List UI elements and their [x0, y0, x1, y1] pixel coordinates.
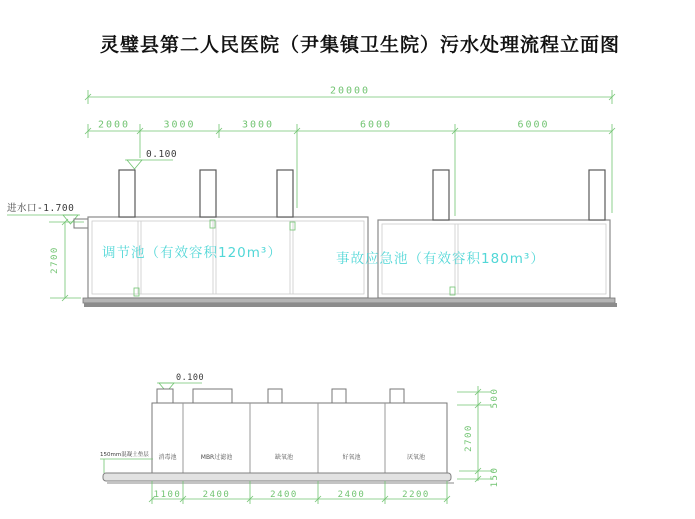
upper-seg-dim-1: 3000 — [163, 119, 196, 131]
vent-column — [433, 170, 449, 220]
treatment-tank — [152, 403, 447, 473]
lower-freeboard-dim: 500 — [490, 387, 500, 409]
upper-seg-dim-0: 2000 — [97, 119, 131, 131]
base-layer-label: 150mm混凝土垫层 — [100, 452, 149, 458]
roof-hatch — [332, 389, 346, 403]
upper-total-dimension — [85, 86, 615, 105]
lower-dim-0: 1100 — [153, 490, 182, 500]
roof-hatch — [268, 389, 282, 403]
lower-dim-1: 2400 — [202, 490, 231, 500]
roof-hatch — [390, 389, 404, 403]
vent-column — [119, 170, 135, 217]
upper-tanks — [83, 170, 617, 307]
inlet-marker — [7, 202, 94, 228]
base-slab — [103, 473, 451, 481]
compartment-label-0: 消毒池 — [158, 454, 177, 461]
compartment-label-2: 缺氧池 — [274, 454, 294, 461]
upper-seg-dim-4: 6000 — [517, 119, 550, 131]
lower-bottom-dimensions — [149, 481, 450, 504]
foundation-slab — [83, 298, 615, 303]
upper-depth-dim-label: 2700 — [50, 246, 60, 274]
regulation-tank-label: 调节池（有效容积120m³） — [102, 245, 282, 261]
roof-hatch — [157, 389, 173, 403]
upper-elevation — [7, 86, 617, 308]
upper-segment-dimensions — [85, 120, 615, 217]
lower-elevation — [100, 373, 500, 504]
compartment-label-1: MBR过滤池 — [200, 454, 233, 461]
upper-seg-dim-2: 3000 — [241, 119, 275, 131]
vent-column — [589, 170, 605, 220]
level-marker-icon — [127, 160, 142, 169]
page-title: 灵璧县第二人民医院（尹集镇卫生院）污水处理流程立面图 — [99, 34, 620, 56]
lower-level-label: 0.100 — [176, 373, 205, 383]
foundation-slab-shadow — [84, 303, 617, 307]
upper-level-label: 0.100 — [146, 149, 178, 160]
upper-total-dim-label: 20000 — [329, 85, 371, 97]
lower-dim-3: 2400 — [337, 490, 366, 500]
lower-tank — [152, 389, 447, 473]
upper-level-marker — [125, 149, 177, 169]
compartment-label-3: 好氧池 — [342, 454, 361, 461]
vent-column — [200, 170, 216, 217]
roof-hatch — [193, 389, 232, 403]
upper-seg-dim-3: 6000 — [359, 119, 393, 131]
compartment-label-4: 厌氧池 — [406, 454, 426, 461]
vent-column — [277, 170, 293, 217]
lower-dim-4: 2200 — [402, 490, 430, 500]
inlet-label: 进水口-1.700 — [7, 203, 75, 214]
lower-depth-dim: 2700 — [464, 424, 474, 452]
lower-right-dimensions — [457, 386, 500, 487]
lower-slab-dim: 150 — [490, 466, 500, 488]
lower-dim-2: 2400 — [270, 490, 298, 500]
upper-depth-dimension — [49, 219, 84, 301]
emergency-tank-label: 事故应急池（有效容积180m³） — [336, 251, 545, 267]
